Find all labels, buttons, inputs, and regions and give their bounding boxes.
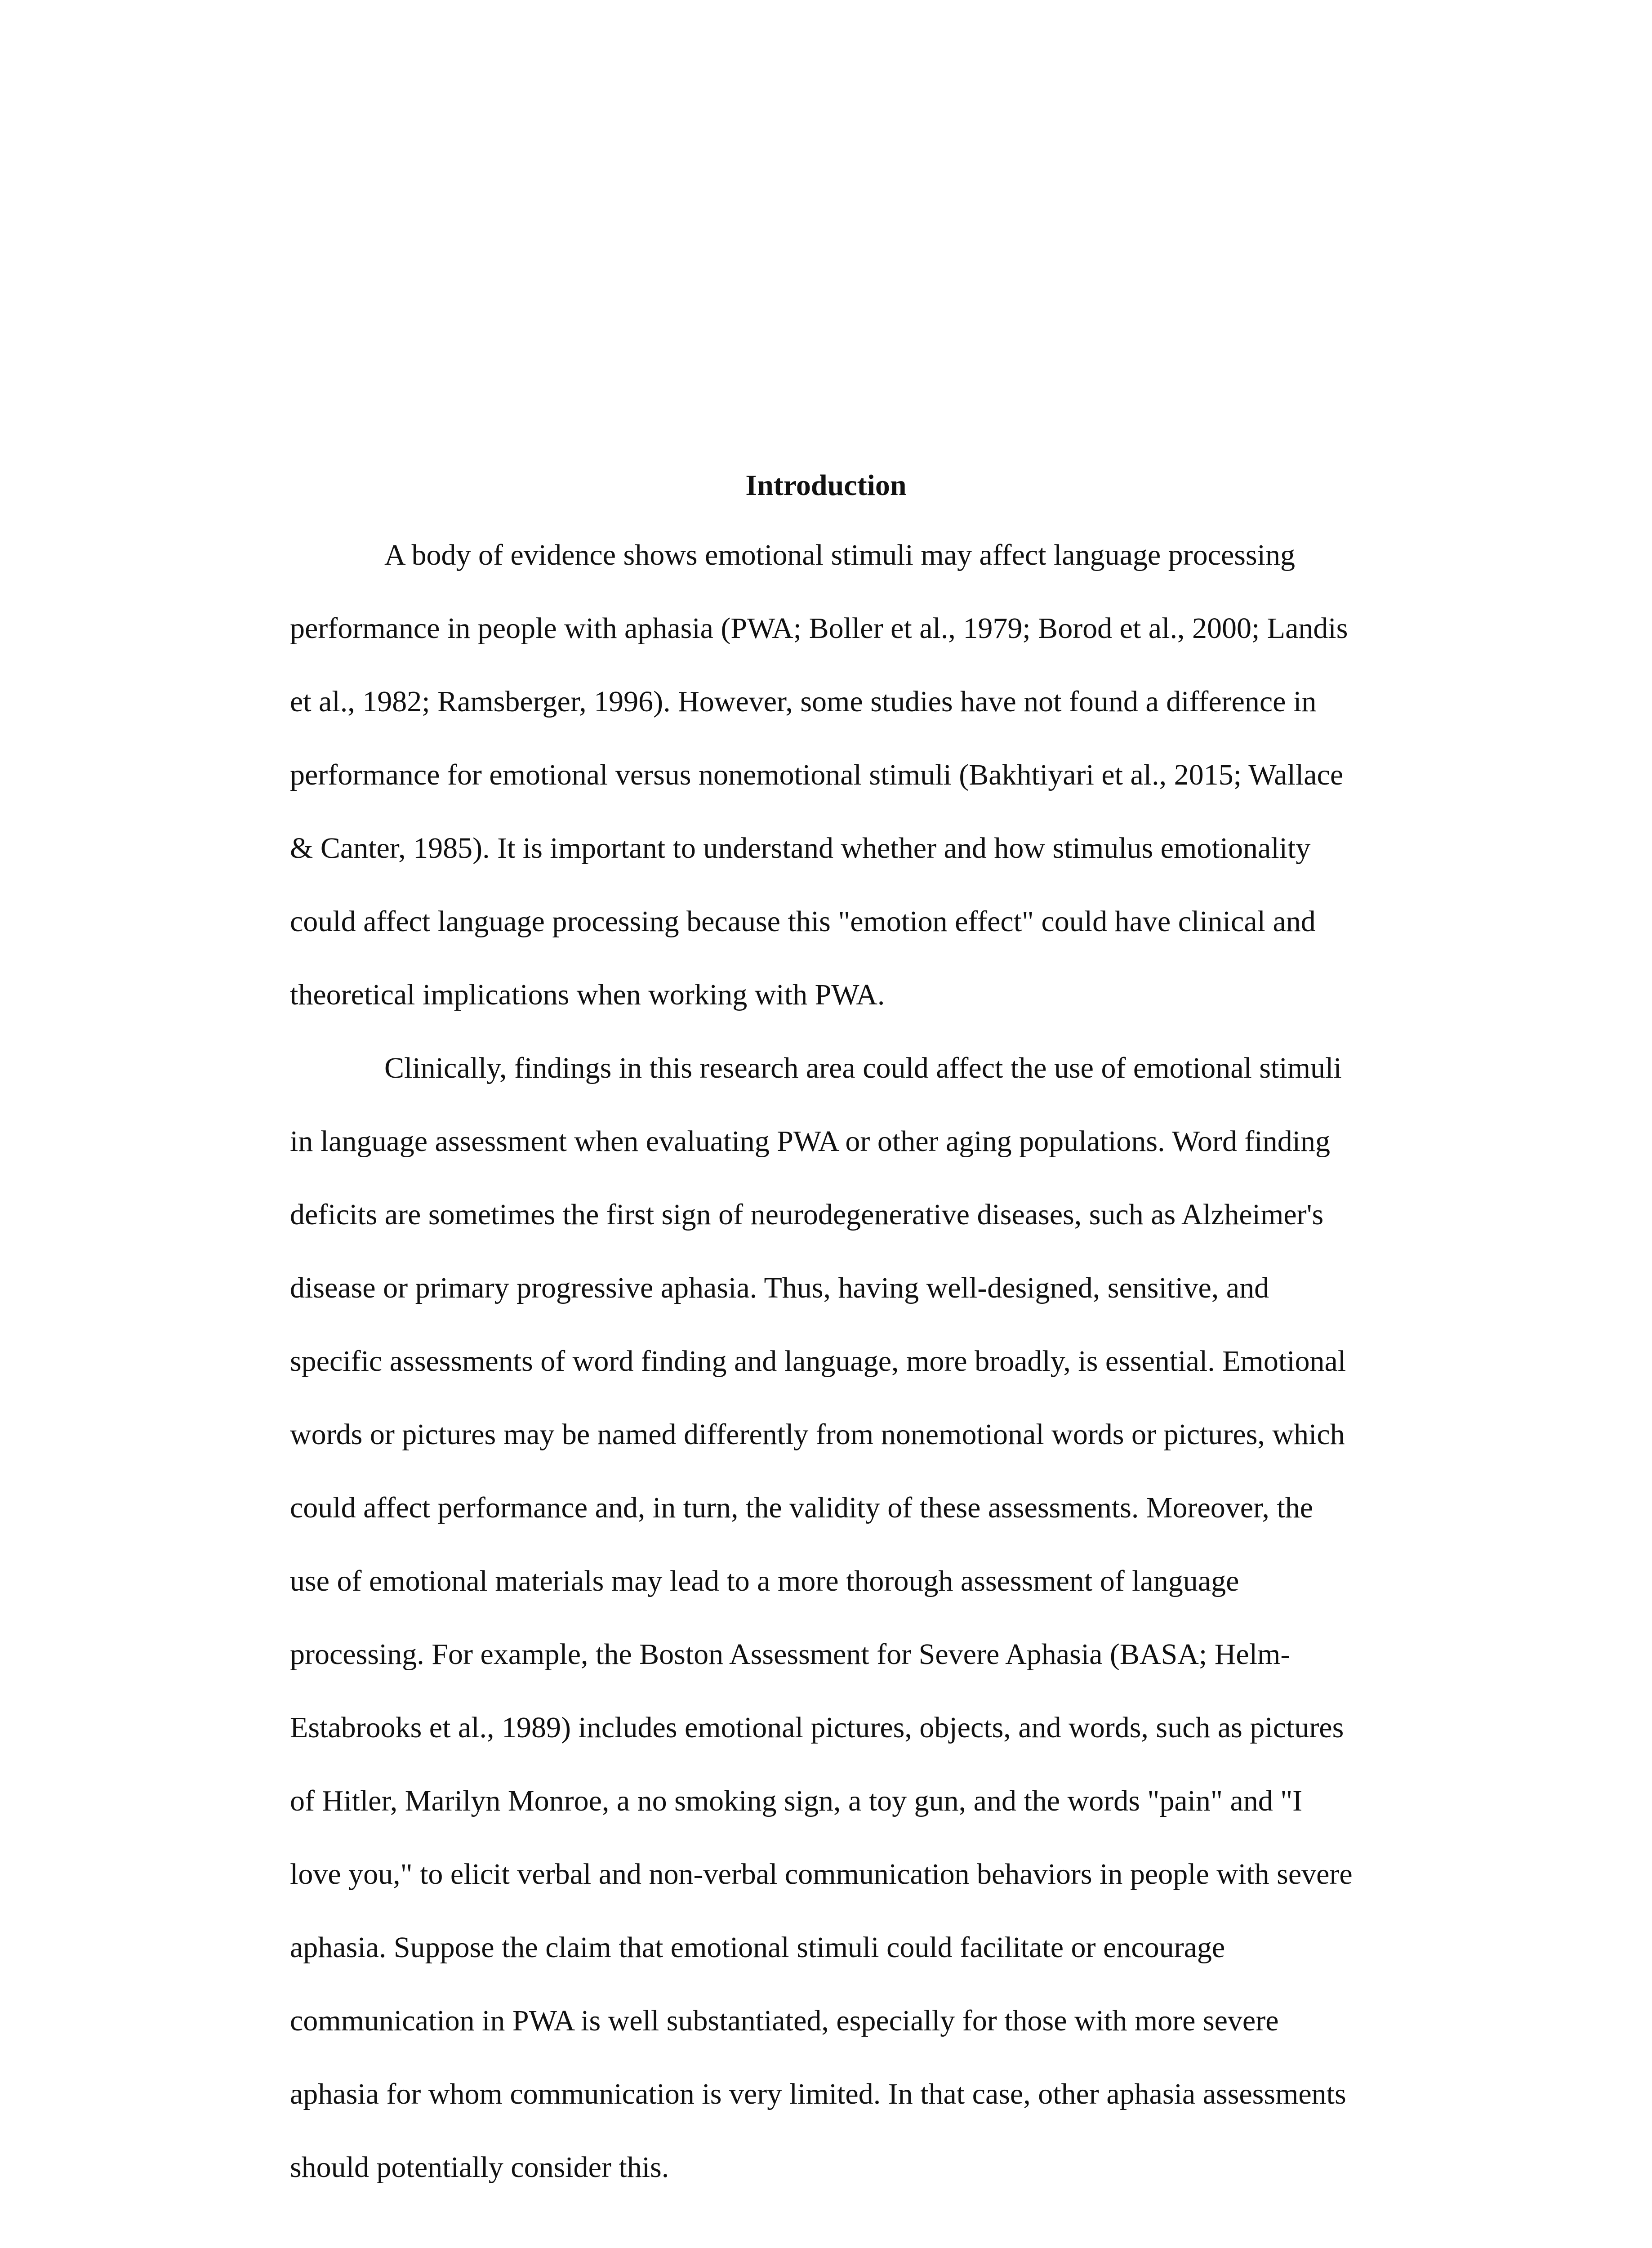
body-text-line: words or pictures may be named differently from nonemotional words or pictures, which: [290, 1418, 1345, 1451]
body-text-line: et al., 1982; Ramsberger, 1996). However, some studies have not found a difference in: [290, 685, 1317, 718]
body-text-line: use of emotional materials may lead to a more thorough assessment of language: [290, 1565, 1239, 1597]
section-heading: Introduction: [745, 469, 907, 502]
body-text-line: of Hitler, Marilyn Monroe, a no smoking sign, a toy gun, and the words "pain" and "I: [290, 1784, 1303, 1817]
body-text-line: deficits are sometimes the first sign of neurodegenerative diseases, such as Alzheimer's: [290, 1198, 1324, 1231]
body-text-line: processing. For example, the Boston Assessment for Severe Aphasia (BASA; Helm-: [290, 1638, 1291, 1671]
body-text-line: in language assessment when evaluating PWA or other aging populations. Word finding: [290, 1125, 1331, 1158]
body-text-line: communication in PWA is well substantiated, especially for those with more severe: [290, 2004, 1279, 2037]
body-text-line: could affect language processing because this "emotion effect" could have clinical and: [290, 905, 1316, 938]
body-text-line: Estabrooks et al., 1989) includes emotional pictures, objects, and words, such as pictures: [290, 1711, 1344, 1744]
body-text-line: aphasia. Suppose the claim that emotional stimuli could facilitate or encourage: [290, 1931, 1225, 1964]
body-text-line: love you," to elicit verbal and non-verbal communication behaviors in people with severe: [290, 1858, 1353, 1891]
body-text-line: Clinically, findings in this research area could affect the use of emotional stimuli: [384, 1052, 1342, 1084]
body-text-line: specific assessments of word finding and language, more broadly, is essential. Emotional: [290, 1345, 1346, 1378]
body-text-line: performance in people with aphasia (PWA; Boller et al., 1979; Borod et al., 2000; Landis: [290, 612, 1348, 645]
body-text-line: disease or primary progressive aphasia. Thus, having well-designed, sensitive, and: [290, 1271, 1269, 1304]
body-text-line: should potentially consider this.: [290, 2151, 669, 2184]
body-text-line: aphasia for whom communication is very limited. In that case, other aphasia assessments: [290, 2078, 1346, 2110]
body-text-line: & Canter, 1985). It is important to understand whether and how stimulus emotionality: [290, 832, 1311, 865]
body-text-line: could affect performance and, in turn, the validity of these assessments. Moreover, the: [290, 1491, 1314, 1524]
body-text-line: theoretical implications when working with PWA.: [290, 978, 885, 1011]
body-text-line: A body of evidence shows emotional stimuli may affect language processing: [384, 539, 1295, 571]
body-text-line: performance for emotional versus nonemotional stimuli (Bakhtiyari et al., 2015; Wallace: [290, 758, 1344, 791]
